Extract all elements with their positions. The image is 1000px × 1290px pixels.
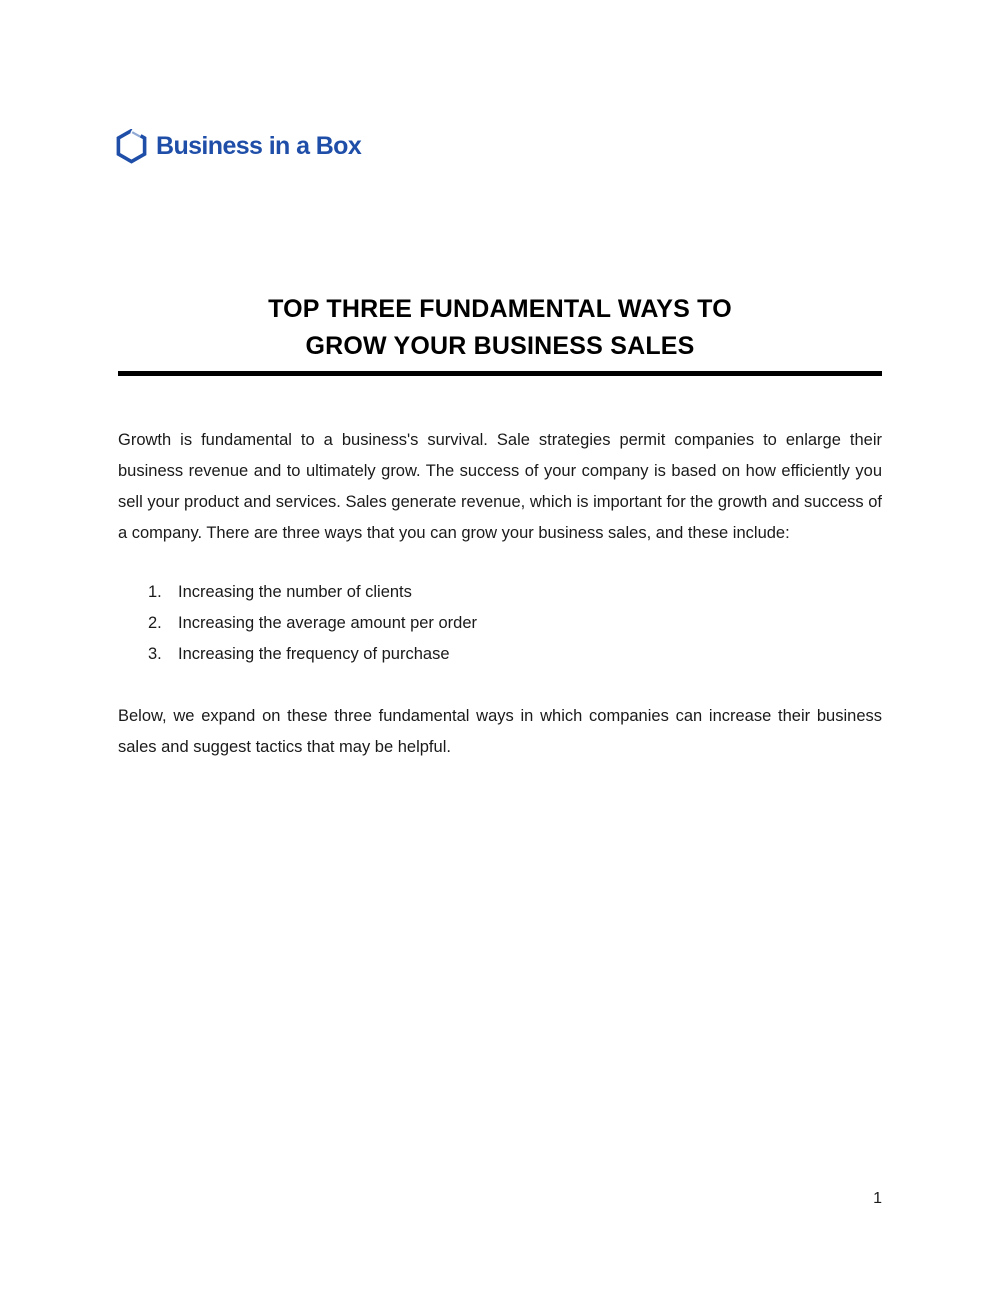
- list-item-marker: 2.: [148, 614, 162, 632]
- list-item: [118, 608, 882, 639]
- list-item-label: Increasing the average amount per order: [178, 614, 478, 632]
- document-body: [118, 425, 882, 763]
- list-item: [118, 577, 882, 608]
- spacer: [118, 670, 882, 701]
- page-title: [118, 291, 882, 365]
- hexagon-logo-icon: [116, 129, 147, 164]
- brand-wordmark: Business in a Box: [156, 132, 362, 160]
- list-item-label: Increasing the frequency of purchase: [178, 645, 450, 663]
- intro-paragraph: Growth is fundamental to a business's survival. Sale strategies permit companies to enlarge their business revenue and to ultimately grow. The success of your company is based on how efficiently you sell your product and services. Sales generate revenue, which is important for the growth and success of a company. There are three ways that you can grow your business sales, and these include:: [118, 431, 882, 542]
- ways-list: [118, 577, 882, 670]
- page-title-line-1: TOP THREE FUNDAMENTAL WAYS TO: [268, 294, 732, 323]
- spacer: [118, 549, 882, 577]
- page-number: 1: [873, 1190, 882, 1207]
- list-item-label: Increasing the number of clients: [178, 583, 412, 601]
- page-title-line-2: GROW YOUR BUSINESS SALES: [305, 331, 695, 360]
- brand-lockup: [116, 129, 361, 164]
- list-item: [118, 639, 882, 670]
- list-item-marker: 3.: [148, 645, 162, 663]
- title-divider: [118, 371, 882, 376]
- list-item-marker: 1.: [148, 583, 162, 601]
- closing-paragraph: Below, we expand on these three fundamental ways in which companies can increase their business sales and suggest tactics that may be helpful.: [118, 707, 882, 756]
